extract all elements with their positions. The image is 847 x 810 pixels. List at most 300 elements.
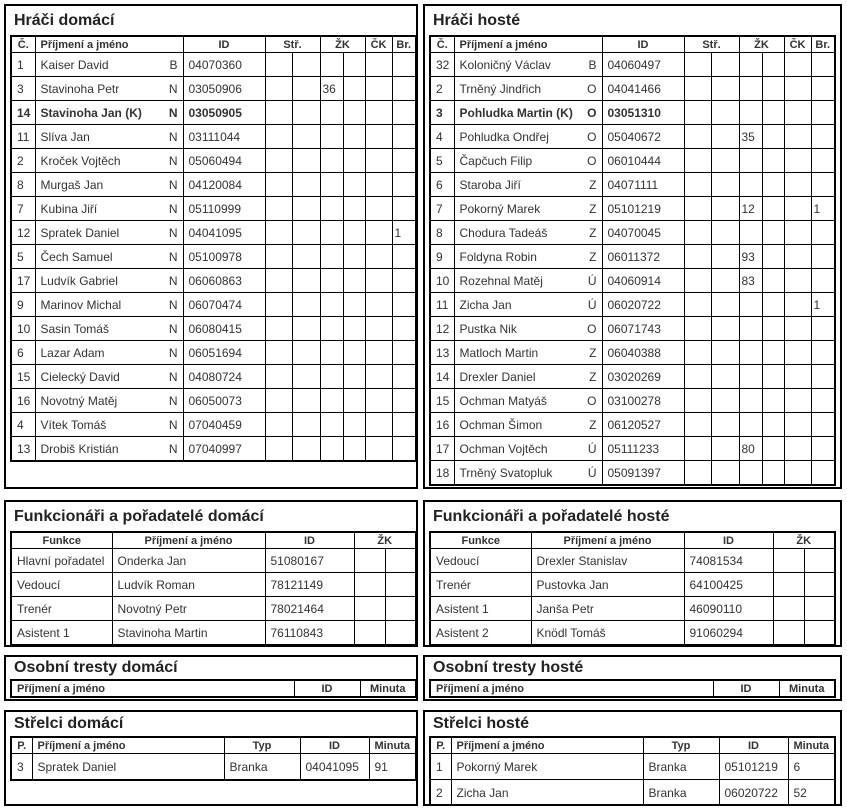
player-name-cell bbox=[454, 173, 602, 197]
player-number: 11 bbox=[11, 125, 35, 149]
scorer-p: 1 bbox=[430, 754, 451, 780]
player-id: 06080415 bbox=[183, 317, 265, 341]
player-str-2 bbox=[711, 413, 739, 437]
player-id: 03111044 bbox=[183, 125, 265, 149]
player-position: N bbox=[168, 273, 178, 288]
official-zk-2 bbox=[804, 621, 835, 646]
scorer-typ: Branka bbox=[643, 780, 719, 807]
player-name: Stavinoha Jan (K) bbox=[40, 105, 142, 120]
player-name-cell bbox=[454, 389, 602, 413]
player-str-2 bbox=[711, 197, 739, 221]
col-header-name: Příjmení a jméno bbox=[112, 532, 265, 549]
player-id: 04071111 bbox=[602, 173, 684, 197]
player-number: 2 bbox=[430, 77, 454, 101]
player-name: Novotný Matěj bbox=[40, 393, 118, 408]
player-str-2 bbox=[711, 101, 739, 125]
player-zk-2 bbox=[343, 341, 365, 365]
player-ck bbox=[784, 293, 811, 317]
player-id: 05110999 bbox=[183, 197, 265, 221]
col-header-zk: ŽK bbox=[773, 532, 835, 549]
official-id: 91060294 bbox=[684, 621, 773, 646]
player-number: 14 bbox=[430, 365, 454, 389]
player-str-1 bbox=[684, 149, 711, 173]
player-str-2 bbox=[292, 125, 320, 149]
player-ck bbox=[784, 149, 811, 173]
player-row bbox=[430, 245, 835, 269]
player-str-1 bbox=[684, 461, 711, 486]
player-name: Koloničný Václav bbox=[459, 57, 551, 72]
player-ck bbox=[784, 341, 811, 365]
official-zk-1 bbox=[773, 621, 804, 646]
official-name: Ludvík Roman bbox=[112, 573, 265, 597]
player-br bbox=[392, 341, 416, 365]
player-str-2 bbox=[711, 173, 739, 197]
player-ck bbox=[784, 125, 811, 149]
player-str-1 bbox=[684, 173, 711, 197]
player-number: 7 bbox=[11, 197, 35, 221]
away-players-title: Hráči hosté bbox=[433, 12, 521, 29]
official-name: Onderka Jan bbox=[112, 549, 265, 573]
player-str-1 bbox=[265, 149, 292, 173]
home-scorers-section bbox=[4, 710, 418, 806]
player-row bbox=[430, 413, 835, 437]
player-ck bbox=[784, 77, 811, 101]
player-br bbox=[392, 293, 416, 317]
player-number: 15 bbox=[430, 389, 454, 413]
player-ck bbox=[365, 221, 392, 245]
player-position: N bbox=[168, 105, 178, 120]
player-number: 4 bbox=[11, 413, 35, 437]
player-str-1 bbox=[684, 317, 711, 341]
player-zk-2 bbox=[762, 197, 784, 221]
player-row bbox=[11, 413, 416, 437]
player-name-cell bbox=[454, 269, 602, 293]
player-name-cell bbox=[35, 437, 183, 462]
player-name-cell bbox=[35, 413, 183, 437]
official-funkce: Vedoucí bbox=[430, 549, 531, 573]
official-row bbox=[11, 573, 416, 597]
player-str-1 bbox=[265, 437, 292, 462]
official-row bbox=[430, 621, 835, 646]
player-str-1 bbox=[684, 125, 711, 149]
player-ck bbox=[784, 269, 811, 293]
player-str-2 bbox=[711, 149, 739, 173]
player-name: Trněný Svatopluk bbox=[459, 465, 553, 480]
player-name: Pohludka Ondřej bbox=[459, 129, 549, 144]
player-ck bbox=[365, 197, 392, 221]
player-br bbox=[392, 77, 416, 101]
player-str-2 bbox=[292, 173, 320, 197]
player-br bbox=[392, 365, 416, 389]
player-str-1 bbox=[265, 245, 292, 269]
col-header-minuta: Minuta bbox=[360, 680, 416, 697]
official-funkce: Trenér bbox=[11, 597, 112, 621]
player-ck bbox=[784, 461, 811, 486]
player-str-2 bbox=[292, 101, 320, 125]
player-str-2 bbox=[711, 53, 739, 77]
player-ck bbox=[365, 125, 392, 149]
player-zk-2 bbox=[762, 245, 784, 269]
player-position: O bbox=[587, 105, 597, 120]
home-players-title: Hráči domácí bbox=[14, 12, 115, 29]
player-ck bbox=[365, 269, 392, 293]
player-zk-1 bbox=[739, 317, 762, 341]
player-str-2 bbox=[292, 413, 320, 437]
player-br bbox=[392, 317, 416, 341]
player-str-1 bbox=[265, 389, 292, 413]
player-zk-2 bbox=[343, 269, 365, 293]
player-ck bbox=[365, 149, 392, 173]
player-str-2 bbox=[711, 461, 739, 486]
player-number: 15 bbox=[11, 365, 35, 389]
player-position: N bbox=[168, 393, 178, 408]
player-name: Chodura Tadeáš bbox=[459, 225, 548, 240]
player-row bbox=[11, 269, 416, 293]
scorer-id: 04041095 bbox=[300, 754, 369, 781]
player-name-cell bbox=[35, 173, 183, 197]
player-name: Matloch Martin bbox=[459, 345, 539, 360]
player-zk-2 bbox=[762, 461, 784, 486]
player-ck bbox=[365, 245, 392, 269]
player-id: 03050905 bbox=[183, 101, 265, 125]
player-str-1 bbox=[265, 77, 292, 101]
col-header-id: ID bbox=[300, 737, 369, 754]
player-row bbox=[430, 365, 835, 389]
player-row bbox=[430, 101, 835, 125]
player-position: N bbox=[168, 81, 178, 96]
col-header-zk: ŽK bbox=[739, 36, 784, 53]
player-name: Pustka Nik bbox=[459, 321, 517, 336]
col-header-name: Příjmení a jméno bbox=[454, 36, 602, 53]
player-zk-1 bbox=[320, 125, 343, 149]
player-number: 5 bbox=[11, 245, 35, 269]
player-id: 06011372 bbox=[602, 245, 684, 269]
official-id: 51080167 bbox=[265, 549, 354, 573]
player-zk-1 bbox=[739, 389, 762, 413]
player-name: Cielecký David bbox=[40, 369, 120, 384]
player-name: Zicha Jan bbox=[459, 297, 512, 312]
player-br bbox=[392, 101, 416, 125]
player-name-cell bbox=[35, 125, 183, 149]
player-number: 17 bbox=[11, 269, 35, 293]
player-id: 06060863 bbox=[183, 269, 265, 293]
away-officials-title: Funkcionáři a pořadatelé hosté bbox=[433, 508, 670, 525]
player-zk-2 bbox=[762, 221, 784, 245]
player-zk-1 bbox=[320, 197, 343, 221]
player-str-1 bbox=[684, 413, 711, 437]
player-row bbox=[11, 149, 416, 173]
player-br bbox=[811, 365, 835, 389]
player-position: O bbox=[587, 81, 597, 96]
player-zk-2 bbox=[762, 77, 784, 101]
player-ck bbox=[365, 101, 392, 125]
col-header-typ: Typ bbox=[643, 737, 719, 754]
player-row bbox=[11, 293, 416, 317]
player-name-cell bbox=[454, 365, 602, 389]
player-name: Ochman Šimon bbox=[459, 417, 543, 432]
player-str-1 bbox=[684, 53, 711, 77]
player-name-cell bbox=[454, 437, 602, 461]
official-row bbox=[430, 573, 835, 597]
official-funkce: Asistent 1 bbox=[11, 621, 112, 646]
player-row bbox=[11, 365, 416, 389]
player-str-1 bbox=[265, 341, 292, 365]
player-id: 06020722 bbox=[602, 293, 684, 317]
official-row bbox=[430, 597, 835, 621]
player-row bbox=[11, 245, 416, 269]
player-position: B bbox=[588, 57, 597, 72]
officials-header-row bbox=[11, 532, 416, 549]
player-zk-1 bbox=[739, 77, 762, 101]
official-zk-1 bbox=[773, 597, 804, 621]
player-str-2 bbox=[292, 149, 320, 173]
player-ck bbox=[365, 53, 392, 77]
player-zk-2 bbox=[343, 53, 365, 77]
player-number: 12 bbox=[430, 317, 454, 341]
player-zk-1: 93 bbox=[739, 245, 762, 269]
player-position: N bbox=[168, 201, 178, 216]
player-row bbox=[430, 125, 835, 149]
player-row bbox=[11, 77, 416, 101]
player-name: Ochman Matyáš bbox=[459, 393, 547, 408]
player-zk-2 bbox=[762, 293, 784, 317]
official-row bbox=[11, 621, 416, 646]
official-id: 78121149 bbox=[265, 573, 354, 597]
player-str-1 bbox=[684, 221, 711, 245]
player-id: 03100278 bbox=[602, 389, 684, 413]
player-br bbox=[392, 53, 416, 77]
player-name-cell bbox=[454, 341, 602, 365]
official-id: 76110843 bbox=[265, 621, 354, 646]
player-row bbox=[11, 125, 416, 149]
player-ck bbox=[784, 221, 811, 245]
player-ck bbox=[784, 53, 811, 77]
home-officials-table bbox=[10, 531, 417, 646]
away-scorers-table bbox=[429, 736, 836, 806]
player-position: N bbox=[168, 345, 178, 360]
official-zk-1 bbox=[773, 573, 804, 597]
player-ck bbox=[365, 317, 392, 341]
player-number: 12 bbox=[11, 221, 35, 245]
player-name-cell bbox=[35, 197, 183, 221]
col-header-id: ID bbox=[719, 737, 788, 754]
player-id: 04060497 bbox=[602, 53, 684, 77]
player-str-2 bbox=[292, 365, 320, 389]
col-header-number: Č. bbox=[430, 36, 454, 53]
player-str-2 bbox=[711, 341, 739, 365]
player-br bbox=[811, 341, 835, 365]
player-number: 10 bbox=[430, 269, 454, 293]
player-br bbox=[811, 413, 835, 437]
player-str-1 bbox=[265, 101, 292, 125]
player-number: 9 bbox=[430, 245, 454, 269]
official-zk-2 bbox=[385, 597, 416, 621]
official-zk-2 bbox=[804, 597, 835, 621]
scorer-row bbox=[11, 754, 416, 781]
scorer-row bbox=[430, 754, 835, 780]
player-zk-2 bbox=[343, 173, 365, 197]
player-id: 05101219 bbox=[602, 197, 684, 221]
player-zk-2 bbox=[762, 125, 784, 149]
player-number: 16 bbox=[430, 413, 454, 437]
player-name: Ochman Vojtěch bbox=[459, 441, 548, 456]
player-str-2 bbox=[292, 341, 320, 365]
player-str-2 bbox=[292, 77, 320, 101]
official-funkce: Hlavní pořadatel bbox=[11, 549, 112, 573]
home-penalties-section bbox=[4, 655, 418, 701]
player-ck bbox=[365, 437, 392, 462]
player-position: Z bbox=[589, 249, 597, 264]
official-funkce: Asistent 1 bbox=[430, 597, 531, 621]
player-zk-1 bbox=[320, 149, 343, 173]
player-number: 32 bbox=[430, 53, 454, 77]
player-name-cell bbox=[454, 149, 602, 173]
official-zk-1 bbox=[354, 549, 385, 573]
player-number: 11 bbox=[430, 293, 454, 317]
scorer-id: 06020722 bbox=[719, 780, 788, 807]
player-zk-1 bbox=[320, 173, 343, 197]
player-position: N bbox=[168, 321, 178, 336]
player-row bbox=[430, 77, 835, 101]
player-row bbox=[11, 53, 416, 77]
away-penalties-section bbox=[423, 655, 842, 701]
player-str-1 bbox=[684, 389, 711, 413]
player-str-1 bbox=[684, 365, 711, 389]
col-header-name: Příjmení a jméno bbox=[430, 680, 713, 697]
player-name: Murgaš Jan bbox=[40, 177, 104, 192]
official-id: 74081534 bbox=[684, 549, 773, 573]
player-id: 06050073 bbox=[183, 389, 265, 413]
player-position: N bbox=[168, 129, 178, 144]
player-position: Ú bbox=[587, 465, 597, 480]
player-id: 06051694 bbox=[183, 341, 265, 365]
official-funkce: Trenér bbox=[430, 573, 531, 597]
player-id: 04041095 bbox=[183, 221, 265, 245]
away-penalties-title: Osobní tresty hosté bbox=[433, 659, 584, 676]
player-str-2 bbox=[292, 245, 320, 269]
col-header-name: Příjmení a jméno bbox=[451, 737, 643, 754]
player-zk-2 bbox=[762, 389, 784, 413]
home-players-section bbox=[4, 4, 418, 489]
player-ck bbox=[784, 173, 811, 197]
player-ck bbox=[784, 437, 811, 461]
player-str-2 bbox=[292, 53, 320, 77]
player-str-2 bbox=[292, 389, 320, 413]
player-number: 14 bbox=[11, 101, 35, 125]
player-number: 17 bbox=[430, 437, 454, 461]
official-funkce: Asistent 2 bbox=[430, 621, 531, 646]
player-number: 4 bbox=[430, 125, 454, 149]
col-header-name: Příjmení a jméno bbox=[11, 680, 294, 697]
player-name-cell bbox=[454, 317, 602, 341]
player-str-2 bbox=[711, 221, 739, 245]
home-scorers-title: Střelci domácí bbox=[14, 715, 124, 732]
player-name: Foldyna Robin bbox=[459, 249, 537, 264]
player-str-1 bbox=[684, 77, 711, 101]
officials-header-row bbox=[430, 532, 835, 549]
player-name-cell bbox=[35, 269, 183, 293]
player-zk-1: 80 bbox=[739, 437, 762, 461]
player-name-cell bbox=[454, 125, 602, 149]
player-zk-1 bbox=[320, 101, 343, 125]
player-ck bbox=[365, 365, 392, 389]
player-id: 06070474 bbox=[183, 293, 265, 317]
player-name: Drexler Daniel bbox=[459, 369, 536, 384]
player-number: 9 bbox=[11, 293, 35, 317]
player-id: 07040459 bbox=[183, 413, 265, 437]
scorer-name: Pokorný Marek bbox=[451, 754, 643, 780]
player-zk-1 bbox=[739, 101, 762, 125]
official-zk-1 bbox=[354, 621, 385, 646]
player-zk-1 bbox=[739, 149, 762, 173]
player-zk-1 bbox=[320, 269, 343, 293]
player-str-1 bbox=[265, 269, 292, 293]
player-number: 3 bbox=[430, 101, 454, 125]
player-str-1 bbox=[265, 197, 292, 221]
player-zk-2 bbox=[343, 125, 365, 149]
col-header-funkce: Funkce bbox=[430, 532, 531, 549]
player-zk-1: 36 bbox=[320, 77, 343, 101]
player-str-2 bbox=[292, 197, 320, 221]
player-str-1 bbox=[265, 413, 292, 437]
col-header-number: Č. bbox=[11, 36, 35, 53]
scorers-header-row bbox=[11, 737, 416, 754]
player-position: Z bbox=[589, 225, 597, 240]
home-penalties-table bbox=[10, 679, 417, 698]
official-zk-1 bbox=[354, 573, 385, 597]
home-penalties-title: Osobní tresty domácí bbox=[14, 659, 178, 676]
player-str-1 bbox=[265, 173, 292, 197]
player-number: 1 bbox=[11, 53, 35, 77]
player-zk-2 bbox=[343, 101, 365, 125]
player-br bbox=[811, 125, 835, 149]
player-br: 1 bbox=[811, 293, 835, 317]
player-br bbox=[811, 221, 835, 245]
player-zk-2 bbox=[343, 197, 365, 221]
player-ck bbox=[365, 173, 392, 197]
col-header-typ: Typ bbox=[224, 737, 300, 754]
player-ck bbox=[784, 101, 811, 125]
player-zk-2 bbox=[762, 413, 784, 437]
player-name: Pohludka Martin (K) bbox=[459, 105, 573, 120]
player-br bbox=[811, 53, 835, 77]
player-str-2 bbox=[711, 77, 739, 101]
player-str-2 bbox=[711, 317, 739, 341]
player-number: 5 bbox=[430, 149, 454, 173]
player-row bbox=[11, 101, 416, 125]
player-id: 05060494 bbox=[183, 149, 265, 173]
player-zk-1 bbox=[739, 221, 762, 245]
player-str-1 bbox=[265, 125, 292, 149]
home-officials-title: Funkcionáři a pořadatelé domácí bbox=[14, 508, 264, 525]
player-br bbox=[811, 269, 835, 293]
official-name: Knödl Tomáš bbox=[531, 621, 684, 646]
col-header-name: Příjmení a jméno bbox=[32, 737, 224, 754]
penalties-header-row bbox=[11, 680, 416, 697]
col-header-id: ID bbox=[265, 532, 354, 549]
player-br: 1 bbox=[392, 221, 416, 245]
player-br bbox=[392, 149, 416, 173]
player-zk-2 bbox=[762, 365, 784, 389]
player-name: Čapčuch Filip bbox=[459, 153, 533, 168]
player-row bbox=[430, 317, 835, 341]
player-zk-2 bbox=[762, 101, 784, 125]
player-zk-2 bbox=[343, 365, 365, 389]
player-name-cell bbox=[454, 293, 602, 317]
player-zk-2 bbox=[762, 53, 784, 77]
home-scorers-table bbox=[10, 736, 417, 781]
away-scorers-title: Střelci hosté bbox=[433, 715, 530, 732]
